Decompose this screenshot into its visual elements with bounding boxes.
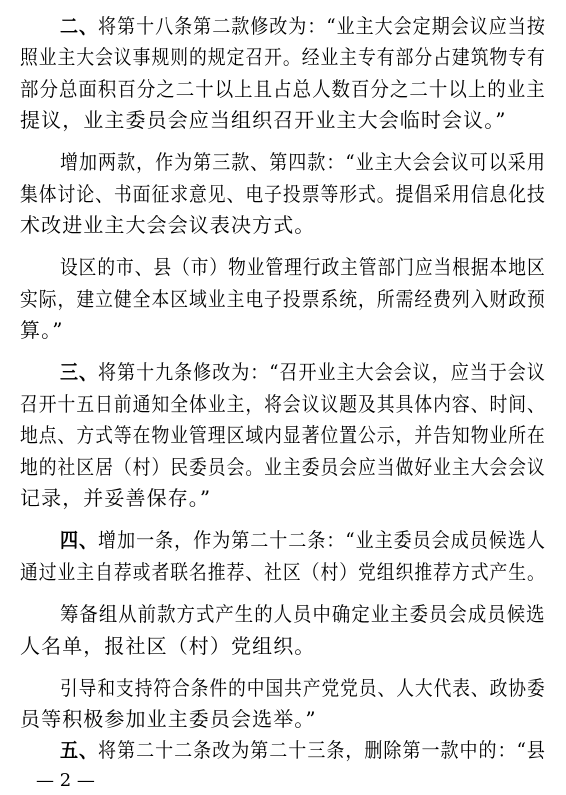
paragraph-line: 集体讨论、书面征求意见、电子投票等形式。提倡采用信息化技 bbox=[20, 182, 546, 206]
item-number: 二、 bbox=[60, 14, 99, 38]
paragraph-text: 将第十九条修改为：“召开业主大会会议，应当于会议 bbox=[98, 360, 546, 384]
paragraph-line bbox=[60, 738, 546, 762]
page-number: — 2 — bbox=[36, 770, 95, 791]
paragraph-line: 员等积极参加业主委员会选举。” bbox=[20, 707, 317, 731]
paragraph-line: 算。” bbox=[20, 318, 64, 342]
paragraph-line: 术改进业主大会会议表决方式。 bbox=[20, 213, 316, 237]
paragraph-line bbox=[60, 360, 546, 384]
paragraph-line bbox=[60, 14, 546, 38]
paragraph-line: 召开十五日前通知全体业主，将会议议题及其具体内容、时间、 bbox=[20, 392, 546, 416]
paragraph-text: 将第十八条第二款修改为：“业主大会定期会议应当按 bbox=[98, 14, 546, 38]
paragraph-line: 筹备组从前款方式产生的人员中确定业主委员会成员候选 bbox=[60, 602, 546, 626]
paragraph-line: 增加两款，作为第三款、第四款：“业主大会会议可以采用 bbox=[60, 150, 546, 174]
paragraph-line: 实际，建立健全本区域业主电子投票系统，所需经费列入财政预 bbox=[20, 287, 546, 311]
paragraph-line: 地点、方式等在物业管理区域内显著位置公示，并告知物业所在 bbox=[20, 423, 546, 447]
paragraph-line: 记录，并妥善保存。” bbox=[20, 486, 212, 510]
paragraph-line bbox=[60, 528, 546, 552]
paragraph-text: 将第二十二条改为第二十三条，删除第一款中的：“县 bbox=[98, 738, 546, 762]
paragraph-line: 地的社区居（村）民委员会。业主委员会应当做好业主大会会议 bbox=[20, 455, 546, 479]
paragraph-line: 设区的市、县（市）物业管理行政主管部门应当根据本地区 bbox=[60, 255, 546, 279]
paragraph-line: 部分总面积百分之二十以上且占总人数百分之二十以上的业主 bbox=[20, 77, 546, 101]
paragraph-line: 通过业主自荐或者联名推荐、社区（村）党组织推荐方式产生。 bbox=[20, 560, 546, 584]
item-number: 三、 bbox=[60, 360, 99, 384]
item-number: 四、 bbox=[60, 528, 99, 552]
paragraph-line: 提议，业主委员会应当组织召开业主大会临时会议。” bbox=[20, 108, 507, 132]
item-number: 五、 bbox=[60, 738, 99, 762]
paragraph-line: 人名单，报社区（村）党组织。 bbox=[20, 634, 316, 658]
paragraph-line: 照业主大会议事规则的规定召开。经业主专有部分占建筑物专有 bbox=[20, 45, 546, 69]
paragraph-line: 引导和支持符合条件的中国共产党党员、人大代表、政协委 bbox=[60, 676, 546, 700]
paragraph-text: 增加一条，作为第二十二条：“业主委员会成员候选人 bbox=[98, 528, 546, 552]
